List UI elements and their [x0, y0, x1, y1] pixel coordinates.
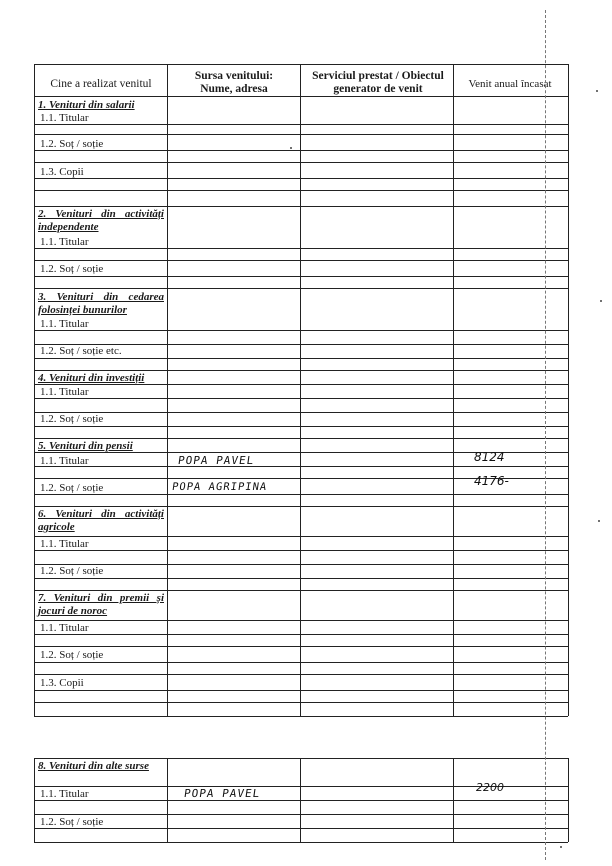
table-bottom-border [34, 716, 568, 717]
row-divider [34, 578, 568, 579]
row-divider [34, 190, 568, 191]
row-divider [34, 206, 568, 207]
row-divider [34, 124, 568, 125]
row-sot: 1.2. Soț / soție [40, 482, 104, 494]
row-divider [34, 590, 568, 591]
col-divider-2 [167, 64, 168, 716]
row-divider [34, 646, 568, 647]
header-col-source-line2: Nume, adresa [200, 83, 268, 95]
row-sot: 1.2. Soț / soție [40, 649, 104, 661]
header-col-source [168, 70, 300, 96]
header-col-service [300, 70, 456, 96]
row-copii: 1.3. Copii [40, 166, 84, 178]
row-divider [34, 248, 568, 249]
col-divider-4 [453, 64, 454, 716]
row-titular: 1.1. Titular [40, 112, 89, 124]
col-divider-3 [300, 64, 301, 716]
pensii-titular-source: POPA PAVEL [177, 454, 256, 467]
header-bottom-border [34, 96, 568, 97]
lower-table-top-border [34, 758, 568, 759]
row-divider [34, 398, 568, 399]
row-divider [34, 690, 568, 691]
scan-edge-line [545, 10, 546, 860]
row-titular: 1.1. Titular [40, 455, 89, 467]
lower-col-divider-3 [300, 758, 301, 842]
section-5-title: 5. Venituri din pensii [38, 440, 133, 452]
row-divider [34, 358, 568, 359]
row-divider [34, 178, 568, 179]
row-sot-etc: 1.2. Soț / soție etc. [40, 345, 122, 357]
table-top-border [34, 64, 568, 65]
scan-speck [598, 520, 600, 522]
lower-col-divider-5 [568, 758, 569, 842]
header-col-service-line1: Serviciul prestat / Obiectul [312, 70, 444, 82]
row-divider [34, 536, 568, 537]
col-divider-1 [34, 64, 35, 716]
row-titular: 1.1. Titular [40, 622, 89, 634]
section-7-title: 7. Venituri din premii și jocuri de noroc [38, 592, 164, 617]
row-divider [34, 702, 568, 703]
row-divider [34, 564, 568, 565]
lower-col-divider-2 [167, 758, 168, 842]
row-sot: 1.2. Soț / soție [40, 263, 104, 275]
header-col-amount: Venit anual încasat [468, 78, 552, 90]
lower-col-divider-4 [453, 758, 454, 842]
row-sot: 1.2. Soț / soție [40, 565, 104, 577]
row-divider [34, 506, 568, 507]
section-2-title: 2. Venituri din activități independente [38, 208, 164, 233]
scan-speck [290, 147, 292, 149]
row-copii: 1.3. Copii [40, 677, 84, 689]
row-titular: 1.1. Titular [40, 236, 89, 248]
row-divider [34, 330, 568, 331]
lower-table-bottom-border [34, 842, 568, 843]
section-1-title: 1. Venituri din salarii [38, 99, 135, 111]
row-divider [34, 150, 568, 151]
row-divider [34, 288, 568, 289]
row-titular: 1.1. Titular [40, 386, 89, 398]
header-col-source-line1: Sursa venitului: [194, 70, 274, 82]
section-4-title: 4. Venituri din investiții [38, 372, 145, 384]
row-divider [34, 370, 568, 371]
row-divider [34, 828, 568, 829]
row-divider [34, 634, 568, 635]
pensii-sot-source: POPA AGRIPINA [171, 481, 269, 493]
row-titular: 1.1. Titular [40, 318, 89, 330]
lower-col-divider-1 [34, 758, 35, 842]
row-divider [34, 674, 568, 675]
row-divider [34, 800, 568, 801]
scan-speck [560, 846, 562, 848]
row-sot: 1.2. Soț / soție [40, 816, 104, 828]
scan-speck [600, 300, 602, 302]
row-divider [34, 466, 568, 467]
row-divider [34, 494, 568, 495]
row-sot: 1.2. Soț / soție [40, 138, 104, 150]
row-titular: 1.1. Titular [40, 788, 89, 800]
header-col-who: Cine a realizat venitul [50, 78, 152, 90]
alte-titular-amount: 2200 [476, 781, 504, 794]
row-divider [34, 662, 568, 663]
col-divider-5 [568, 64, 569, 716]
pensii-sot-amount: 4176- [474, 474, 509, 488]
pensii-titular-amount: 8124 [474, 450, 505, 464]
row-divider [34, 438, 568, 439]
section-3-title: 3. Venituri din cedarea folosinței bunurilor [38, 291, 164, 316]
scan-speck [596, 90, 598, 92]
alte-titular-source: POPA PAVEL [183, 787, 262, 800]
row-divider [34, 620, 568, 621]
row-divider [34, 260, 568, 261]
section-8-title: 8. Venituri din alte surse [38, 760, 149, 772]
row-divider [34, 550, 568, 551]
header-col-service-line2: generator de venit [333, 83, 423, 95]
row-divider [34, 412, 568, 413]
row-divider [34, 134, 568, 135]
row-divider [34, 426, 568, 427]
row-divider [34, 162, 568, 163]
row-titular: 1.1. Titular [40, 538, 89, 550]
row-divider [34, 276, 568, 277]
row-sot: 1.2. Soț / soție [40, 413, 104, 425]
section-6-title: 6. Venituri din activități agricole [38, 508, 164, 533]
row-divider [34, 814, 568, 815]
